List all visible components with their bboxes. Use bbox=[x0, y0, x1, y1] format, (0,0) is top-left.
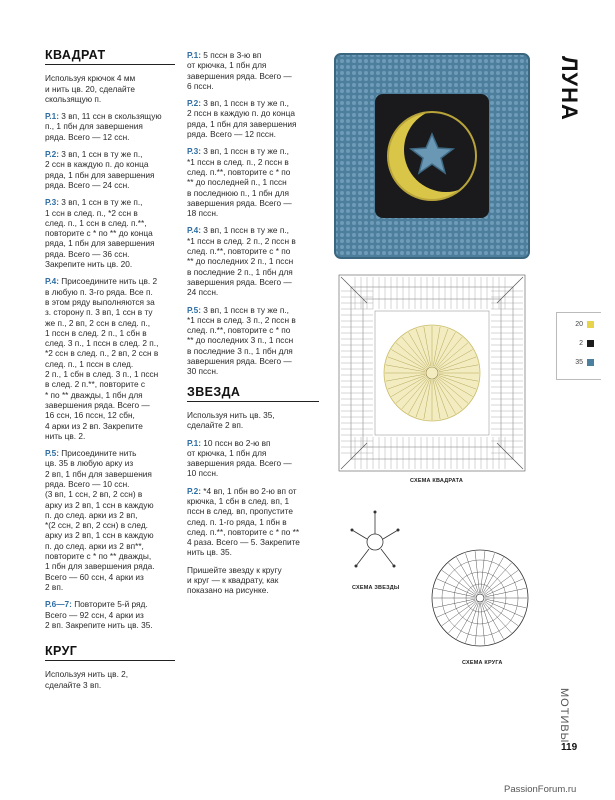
krug-row bbox=[187, 98, 319, 139]
caption-circle: СХЕМА КРУГА bbox=[462, 660, 503, 666]
kvadrat-row bbox=[45, 276, 175, 441]
row-label: Р.2: bbox=[187, 485, 201, 496]
kvadrat-row bbox=[45, 149, 175, 190]
page-title: ЛУНА bbox=[557, 56, 582, 121]
section-label: МОТИВЫ bbox=[558, 688, 570, 744]
kvadrat-row bbox=[45, 599, 175, 630]
square-chart bbox=[337, 273, 527, 473]
row-label: Р.1: bbox=[187, 50, 201, 60]
legend-row-2 bbox=[557, 338, 597, 352]
yarn-legend bbox=[556, 312, 601, 380]
row-label: Р.4: bbox=[45, 276, 59, 287]
legend-swatch-blue bbox=[587, 359, 594, 366]
kvadrat-row bbox=[45, 448, 175, 592]
legend-num: 35 bbox=[575, 359, 583, 366]
row-text: *4 вп, 1 пбн во 2-ю вп от крючка, 1 сбн в след. вп, 1 пссн в след. вп, пропустите след. п. 1-го ряда, 1 пбн в след. п.**, повторите с * по ** 4 раза. Всего — 5. Закрепите нить цв. 35. bbox=[187, 485, 300, 558]
heading-zvezda: ЗВЕЗДА bbox=[187, 387, 319, 402]
row-text: 3 вп, 1 пссн в ту же п., *1 пссн в след. 3 п., 2 пссн в след. п.**, повторите с * по ** до последних 3 п., 1 пссн в последние 3 п., 1 пбн для завершения ряда. Всего — 30 пссн. bbox=[187, 304, 296, 377]
row-label: Р.5: bbox=[45, 448, 59, 459]
row-text: 3 вп, 1 ссн в ту же п., 2 ссн в каждую п. до конца ряда, 1 пбн для завершения ряда. Всего — 24 ссн. bbox=[45, 149, 155, 190]
zvezda-outro: Пришейте звезду к кругу и круг — к квадрату, как показано на рисунке. bbox=[187, 564, 282, 596]
krug-row bbox=[187, 146, 319, 218]
circle-chart bbox=[428, 542, 532, 654]
row-label: Р.4: bbox=[187, 225, 201, 236]
krug-row bbox=[187, 305, 319, 377]
legend-row-35 bbox=[557, 357, 597, 371]
row-text: Присоедините нить цв. 2 в любую п. 3-го ряда. Все п. в этом ряду выполняются за з. сторону п. 3 вп, 1 ссн в ту же п., 2 вп, 2 ссн в след. п., 1 пссн в след. 2 п., 1 сбн в след. 3 п., 1 пссн в след. 2 п., *2 ссн в след. п., 2 вп, 2 ссн в след. п., 1 пссн в след. 2 п., 1 сбн в след. 3 п., 1 пссн в след. 2 п.**, повторите с * по ** дважды, 1 пбн для завершения ряда. Всего — 16 ссн, 16 пссн, 12 сбн, 4 арки из 2 вп. Закрепите нить цв. 2. bbox=[45, 276, 159, 441]
row-text: Присоедините нить цв. 35 в любую арку из 2 вп, 1 пбн для завершения ряда. Всего — 10 ссн. (3 вп, 1 ссн, 2 вп, 2 ссн) в арку из 2 вп, 1 ссн в каждую п. до след. арки из 2 вп, *(2 ссн, 2 вп, 2 ссн) в след. арку из 2 вп, 1 ссн в каждую п. до след. арки из 2 вп**, повторите с * по ** дважды, 1 пбн для завершения ряда. Всего — 60 ссн, 4 арки из 2 вп. bbox=[45, 448, 155, 592]
heading-krug: КРУГ bbox=[45, 646, 175, 661]
caption-square: СХЕМА КВАДРАТА bbox=[410, 478, 463, 484]
row-text: 3 вп, 11 ссн в скользящую п., 1 пбн для завершения ряда. Всего — 12 ссн. bbox=[45, 111, 162, 142]
krug-row bbox=[187, 225, 319, 297]
zvezda-rows bbox=[187, 438, 319, 558]
row-label: Р.3: bbox=[187, 146, 201, 157]
row-label: Р.1: bbox=[187, 437, 201, 448]
row-label: Р.2: bbox=[187, 98, 201, 109]
row-label: Р.1: bbox=[45, 111, 59, 122]
legend-swatch-black bbox=[587, 340, 594, 347]
kvadrat-rows bbox=[45, 111, 175, 630]
kvadrat-row bbox=[45, 111, 175, 142]
caption-star: СХЕМА ЗВЕЗДЫ bbox=[352, 585, 400, 591]
legend-swatch-yellow bbox=[587, 321, 594, 328]
row-text: 10 пссн во 2-ю вп от крючка, 1 пбн для завершения ряда. Всего — 10 пссн. bbox=[187, 437, 292, 479]
row-text: 3 вп, 1 пссн в ту же п., *1 пссн в след. п., 2 пссн в след. п.**, повторите с * по ** до последней п., 1 пссн в последнюю п., 1 пбн для завершения ряда. Всего — 18 пссн. bbox=[187, 146, 292, 219]
row-text: Повторите 5-й ряд. Всего — 92 ссн, 4 арки из 2 вп. Закрепите нить цв. 35. bbox=[45, 599, 153, 630]
row-label: Р.2: bbox=[45, 149, 59, 160]
star-chart bbox=[350, 508, 400, 580]
zvezda-row bbox=[187, 486, 319, 558]
middle-column bbox=[187, 50, 319, 603]
kvadrat-row bbox=[45, 197, 175, 269]
heading-kvadrat: КВАДРАТ bbox=[45, 50, 175, 65]
row-label: Р.6—7: bbox=[45, 599, 72, 610]
row-label: Р.3: bbox=[45, 197, 59, 208]
krug-intro: Используя нить цв. 2, сделайте 3 вп. bbox=[45, 669, 129, 690]
zvezda-intro: Используя нить цв. 35, сделайте 2 вп. bbox=[187, 409, 275, 431]
legend-row-20 bbox=[557, 319, 597, 333]
row-text: 3 вп, 1 пссн в ту же п., 2 пссн в каждую п. до конца ряда, 1 пбн для завершения ряда. Всего — 12 пссн. bbox=[187, 98, 297, 140]
row-text: 5 пссн в 3-ю вп от крючка, 1 пбн для завершения ряда. Всего — 6 пссн. bbox=[187, 50, 292, 91]
page-number: 119 bbox=[561, 742, 578, 753]
crochet-photo bbox=[333, 52, 531, 260]
row-text: 3 вп, 1 пссн в ту же п., *1 пссн в след. 2 п., 2 пссн в след. п.**, повторите с * по ** до последних 2 п., 1 пссн в последние 2 п., 1 пбн для завершения ряда. Всего — 24 пссн. bbox=[187, 225, 296, 298]
zvezda-row bbox=[187, 438, 319, 479]
row-label: Р.5: bbox=[187, 304, 201, 315]
legend-num: 2 bbox=[579, 340, 583, 347]
krug-rows bbox=[187, 50, 319, 377]
row-text: 3 вп, 1 ссн в ту же п., 1 ссн в след. п., *2 ссн в след. п., 1 ссн в след. п.**, повторите с * по ** до конца ряда, 1 пбн для завершения ряда. Всего — 36 ссн. Закрепите нить цв. 20. bbox=[45, 197, 155, 270]
watermark: PassionForum.ru bbox=[504, 784, 577, 795]
left-column bbox=[45, 50, 175, 697]
kvadrat-intro: Используя крючок 4 мм и нить цв. 20, сделайте скользящую п. bbox=[45, 73, 136, 104]
krug-row bbox=[187, 50, 319, 91]
legend-num: 20 bbox=[575, 321, 583, 328]
